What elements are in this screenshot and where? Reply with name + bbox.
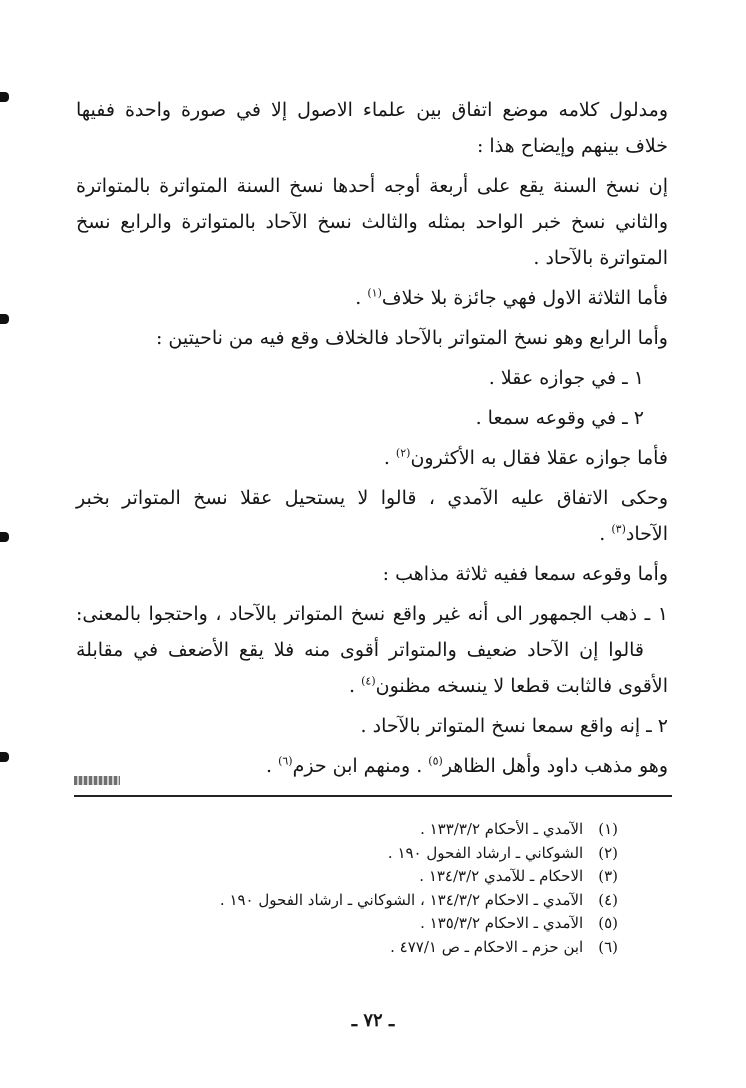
footnote-number: (٦) <box>598 937 618 956</box>
footnote-text: الآمدي ـ الأحكام ١٣٣/٣/٢ . <box>420 820 584 838</box>
footnote-text: الآمدي ـ الاحكام ١٣٤/٣/٢ ، الشوكاني ـ ارشاد الفحول ١٩٠ . <box>219 890 584 909</box>
print-smudge <box>74 776 120 785</box>
text-line: ٢ ـ في وقوعه سمعا . <box>475 407 644 429</box>
footnote <box>100 936 618 960</box>
text-line: وأما الرابع وهو نسخ المتواتر بالآحاد فالخلاف وقع فيه من ناحيتين : <box>155 327 668 349</box>
text-line: المتواترة بالآحاد . <box>533 247 668 269</box>
footnote-number: (١) <box>598 820 618 838</box>
text-fragment: . ومنهم ابن حزم <box>292 755 429 777</box>
text-line: ومدلول كلامه موضع اتفاق بين علماء الاصول إلا في صورة واحدة ففيها <box>76 99 668 121</box>
footnote-marker: (٢) <box>395 446 411 460</box>
footnote-number: (٥) <box>598 914 618 932</box>
footnote-text: الآمدي ـ الاحكام ١٣٥/٣/٢ . <box>420 914 584 932</box>
main-text <box>76 92 668 784</box>
footnote-marker: (٤) <box>361 674 376 688</box>
footnote-number: (٤) <box>598 890 618 909</box>
footnote-marker: (٥) <box>428 754 443 768</box>
text-line: والثاني نسخ خبر الواحد بمثله والثالث نسخ الآحاد بالمتواترة والرابع نسخ <box>76 211 668 233</box>
footnote-marker: (١) <box>367 286 382 300</box>
page-number: ـ ٧٢ ـ <box>351 1010 395 1031</box>
footnote <box>100 842 618 866</box>
footnote-text: الاحكام ـ للآمدي ١٣٤/٣/٢ . <box>419 867 584 885</box>
margin-mark <box>0 532 9 542</box>
text-line: خلاف بينهم وإيضاح هذا : <box>476 135 668 157</box>
footnotes <box>100 818 618 959</box>
footnote <box>100 912 618 936</box>
text-line <box>76 440 668 476</box>
margin-mark <box>0 92 9 102</box>
footnote-marker: (٣) <box>611 522 626 536</box>
text-fragment: فأما جوازه عقلا فقال به الأكثرون <box>410 447 668 469</box>
text-fragment: فأما الثلاثة الاول فهي جائزة بلا خلاف <box>381 287 668 309</box>
text-fragment: . <box>355 287 368 309</box>
text-line: قالوا إن الآحاد ضعيف والمتواتر أقوى منه فلا يقع الأضعف في مقابلة <box>76 639 644 661</box>
text-line <box>76 516 668 552</box>
text-fragment: . <box>599 523 612 545</box>
text-fragment: . <box>383 447 396 469</box>
footnote-divider <box>74 795 672 797</box>
footnote <box>100 889 618 913</box>
footnote-marker: (٦) <box>278 754 293 768</box>
footnote <box>100 865 618 889</box>
text-line <box>76 280 668 316</box>
text-fragment: وهو مذهب داود وأهل الظاهر <box>442 755 668 777</box>
text-fragment: الأقوى فالثابت قطعا لا ينسخه مظنون <box>375 675 668 697</box>
text-line <box>76 668 668 704</box>
text-line: إن نسخ السنة يقع على أربعة أوجه أحدها نسخ السنة المتواترة بالمتواترة <box>76 175 668 197</box>
text-fragment: . <box>265 755 279 777</box>
footnote-text: ابن حزم ـ الاحكام ـ ص ٤٧٧/١ . <box>390 937 584 956</box>
text-line: ١ ـ في جوازه عقلا . <box>488 367 644 389</box>
margin-mark <box>0 314 9 324</box>
text-line: وحكى الاتفاق عليه الآمدي ، قالوا لا يستحيل عقلا نسخ المتواتر بخبر <box>76 487 668 509</box>
footnote-number: (٢) <box>598 843 618 862</box>
text-fragment: . <box>349 675 362 697</box>
margin-mark <box>0 752 9 762</box>
text-fragment: الآحاد <box>625 523 668 545</box>
footnote <box>100 818 618 842</box>
text-line: وأما وقوعه سمعا ففيه ثلاثة مذاهب : <box>382 563 668 585</box>
text-line: ٢ ـ إنه واقع سمعا نسخ المتواتر بالآحاد . <box>360 715 668 737</box>
text-line <box>76 748 668 784</box>
footnote-number: (٣) <box>598 867 618 885</box>
footnote-text: الشوكاني ـ ارشاد الفحول ١٩٠ . <box>387 843 584 862</box>
text-line: ١ ـ ذهب الجمهور الى أنه غير واقع نسخ المتواتر بالآحاد ، واحتجوا بالمعنى: <box>76 603 668 625</box>
